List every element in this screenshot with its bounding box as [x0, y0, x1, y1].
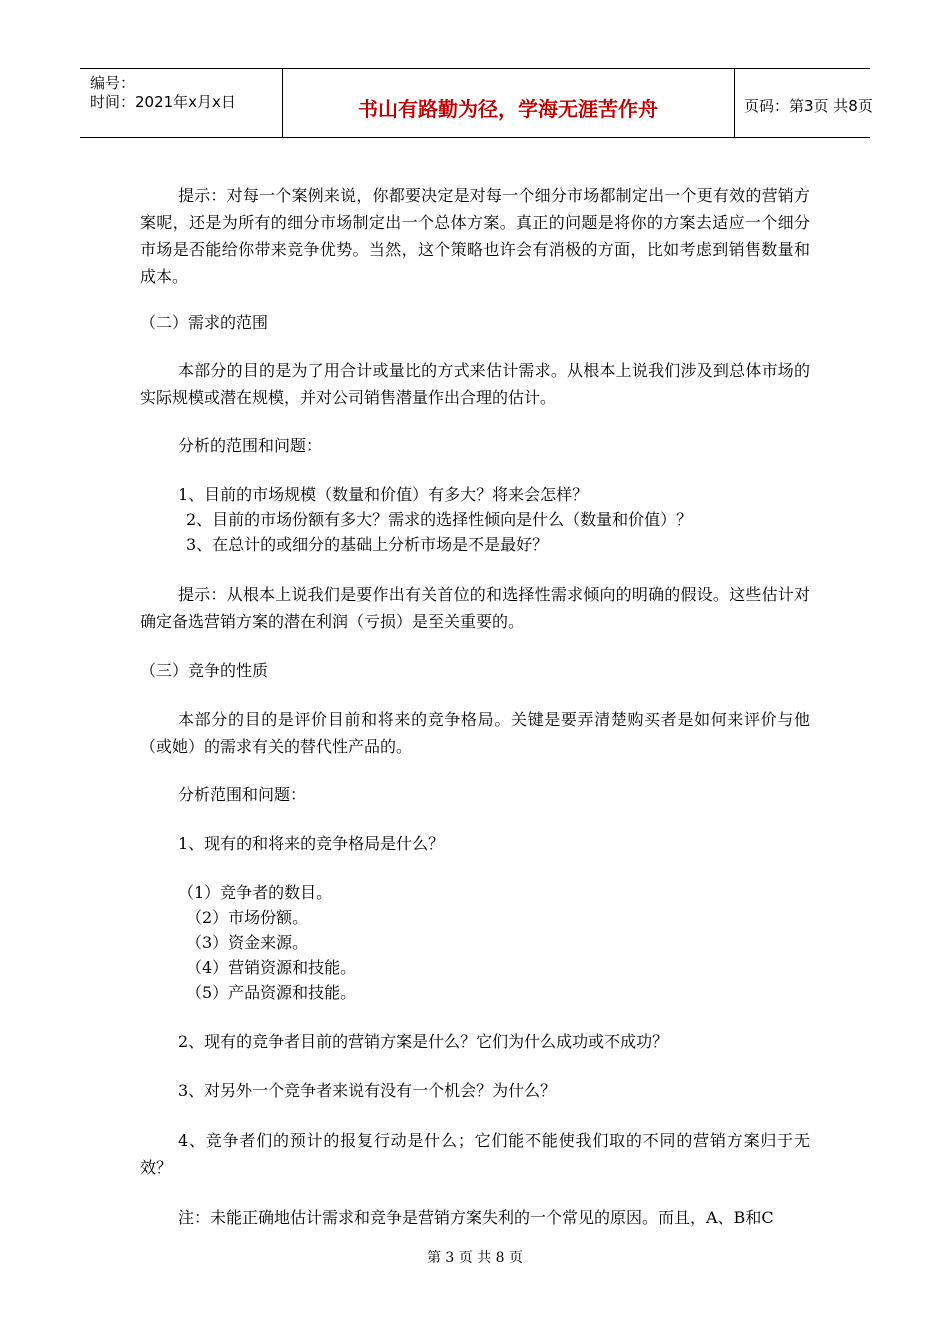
header-page-cell: [734, 69, 873, 137]
demand-purpose-paragraph: 本部分的目的是为了用合计或量比的方式来估计需求。从根本上说我们涉及到总体市场的实际规模或潜在规模，并对公司销售潜量作出合理的估计。: [140, 361, 810, 407]
competition-question-1: 1、现有的和将来的竞争格局是什么？: [178, 834, 445, 853]
demand-scope-label: 分析的范围和问题：: [178, 436, 323, 455]
document-time-label: 时间：2021年x月x日: [90, 93, 236, 111]
header-motto: 书山有路勤为径，学海无涯苦作舟: [358, 97, 658, 121]
competition-subitem-2: （2）市场份额。: [186, 908, 309, 927]
competition-question-2: 2、现有的竞争者目前的营销方案是什么？它们为什么成功或不成功？: [178, 1032, 669, 1051]
demand-question-3: 3、在总计的或细分的基础上分析市场是不是最好？: [186, 535, 549, 554]
demand-hint-paragraph: 提示：从根本上说我们是要作出有关首位的和选择性需求倾向的明确的假设。这些估计对确定备选营销方案的潜在利润（亏损）是至关重要的。: [140, 585, 810, 631]
document-header: [80, 68, 873, 138]
demand-question-2: 2、目前的市场份额有多大？需求的选择性倾向是什么（数量和价值）？: [186, 510, 693, 529]
competition-scope-label: 分析范围和问题：: [178, 785, 307, 804]
section-heading-demand: （二）需求的范围: [140, 313, 269, 332]
competition-question-4: 4、竞争者们的预计的报复行动是什么；它们能不能使我们取的不同的营销方案归于无效？: [140, 1131, 810, 1177]
competition-subitem-1: （1）竞争者的数目。: [178, 883, 333, 902]
header-motto-cell: [282, 69, 735, 137]
hint-paragraph-1: 提示：对每一个案例来说，你都要决定是对每一个细分市场都制定出一个更有效的营销方案呢，还是为所有的细分市场制定出一个总体方案。真正的问题是将你的方案去适应一个细分市场是否能给你带来竞争优势。当然，这个策略也许会有消极的方面，比如考虑到销售数量和成本。: [140, 186, 810, 286]
competition-subitem-4: （4）营销资源和技能。: [186, 958, 357, 977]
note-paragraph: 注：未能正确地估计需求和竞争是营销方案失利的一个常见的原因。而且，A、B和C: [178, 1208, 774, 1227]
header-page-info: 页码：第3页 共8页: [744, 97, 873, 115]
document-number-label: 编号：: [90, 74, 136, 92]
competition-question-3: 3、对另外一个竞争者来说有没有一个机会？为什么？: [178, 1081, 557, 1100]
demand-question-1: 1、目前的市场规模（数量和价值）有多大？将来会怎样？: [178, 485, 589, 504]
header-meta-cell: [80, 69, 283, 137]
page-footer: 第 3 页 共 8 页: [426, 1250, 524, 1266]
competition-purpose-paragraph: 本部分的目的是评价目前和将来的竞争格局。关键是要弄清楚购买者是如何来评价与他（或她）的需求有关的替代性产品的。: [140, 710, 810, 756]
section-heading-competition: （三）竞争的性质: [140, 661, 269, 680]
competition-subitem-3: （3）资金来源。: [186, 933, 309, 952]
competition-subitem-5: （5）产品资源和技能。: [186, 983, 357, 1002]
